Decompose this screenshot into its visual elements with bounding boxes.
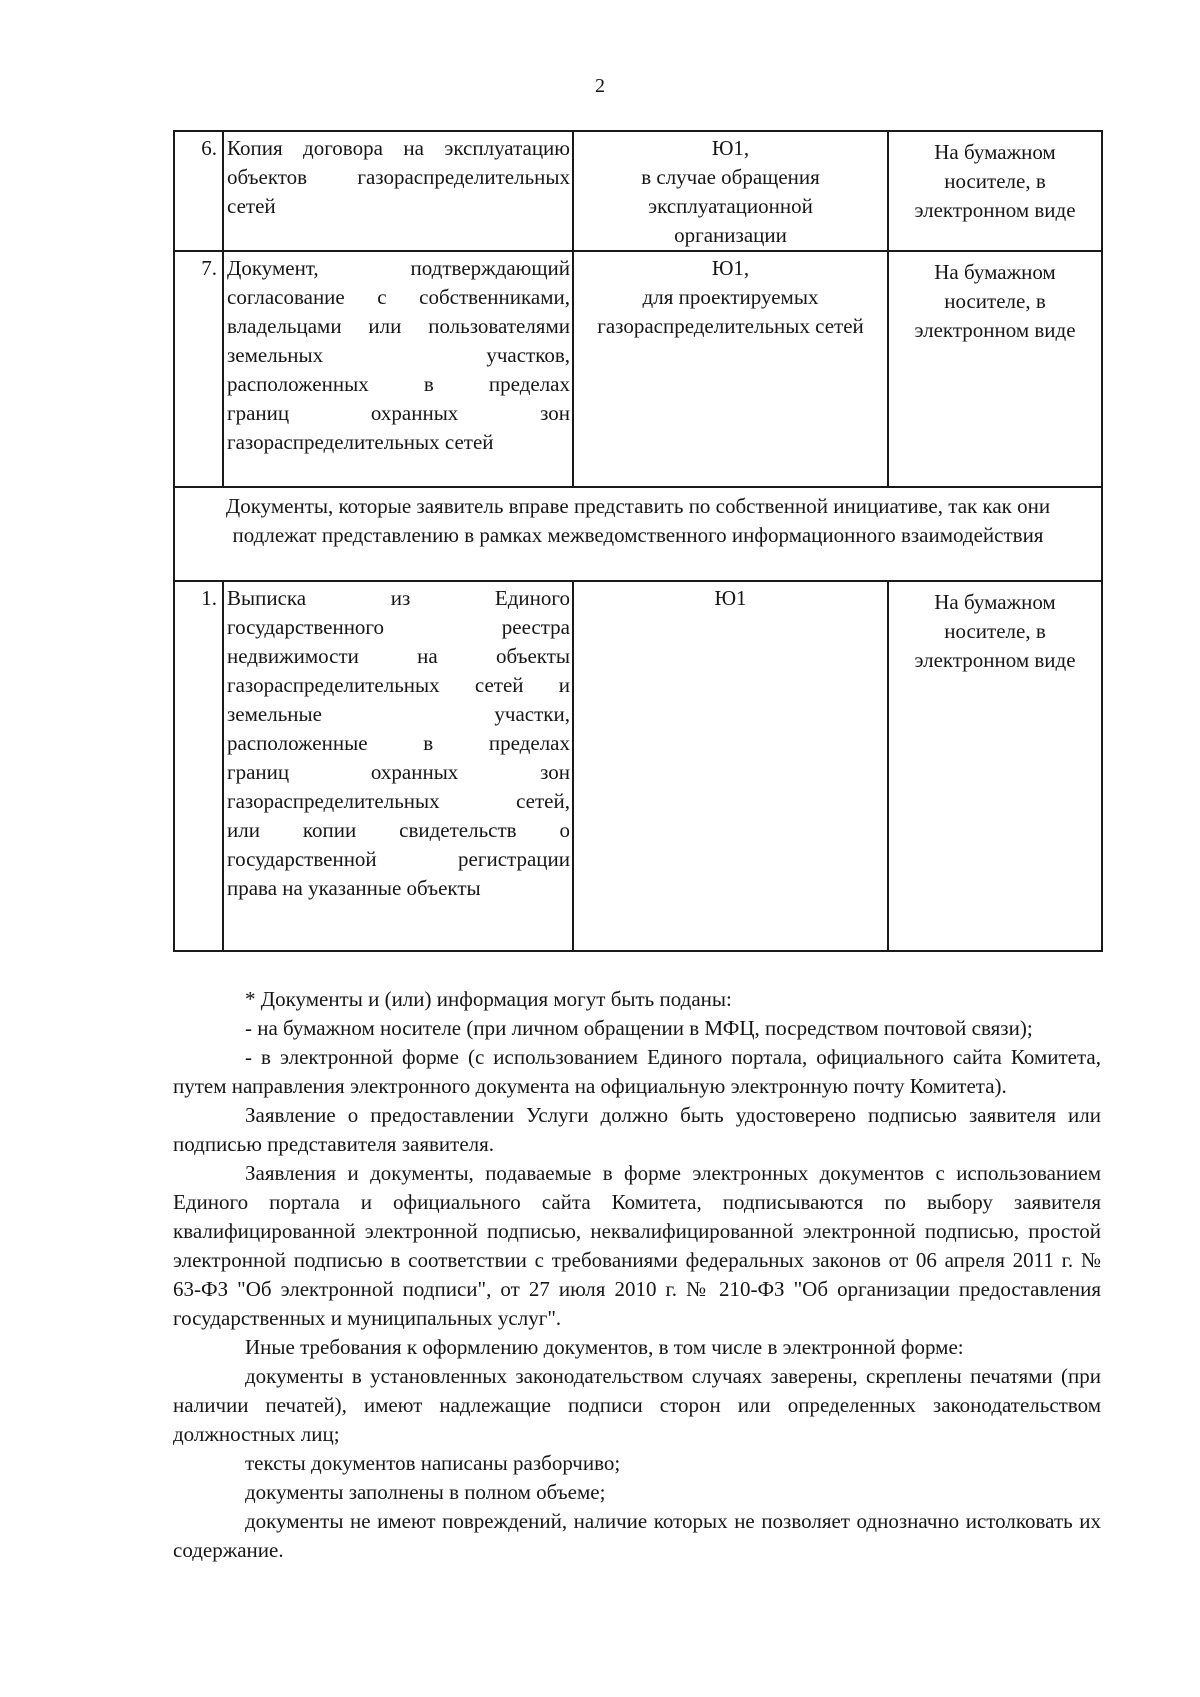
applicant-category: Ю1, в случае обращения эксплуатационной организации <box>573 131 888 251</box>
page-number: 2 <box>595 75 605 97</box>
table-row <box>174 131 1102 251</box>
paragraph: тексты документов написаны разборчиво; <box>245 1451 621 1475</box>
paragraph: документы в установленных законодательством случаях заверены, скреплены печатями (при наличии печатей), имеют надлежащие подписи сторон или определенных законодательством должностных лиц; <box>173 1364 1101 1446</box>
submission-form: На бумажном носителе, в электронном виде <box>888 131 1102 251</box>
row-number: 6. <box>174 131 223 251</box>
document-name: Копия договора на эксплуатацию объектов газораспределительных сетей <box>223 131 573 251</box>
paragraph: - в электронной форме (с использованием Единого портала, официального сайта Комитета, путем направления электронного документа на официальную электронную почту Комитета). <box>173 1045 1101 1098</box>
applicant-category: Ю1, для проектируемых газораспределительных сетей <box>573 251 888 487</box>
paragraph: * Документы и (или) информация могут быть поданы: <box>245 987 732 1011</box>
document-name: Документ, подтверждающий согласование с собственниками, владельцами или пользователями земельных участков, расположенных в пределах границ охранных зон газораспределительных сетей <box>223 251 573 487</box>
paragraph: документы заполнены в полном объеме; <box>245 1480 606 1504</box>
row-number: 1. <box>174 581 223 951</box>
table-row <box>174 251 1102 487</box>
row-number: 7. <box>174 251 223 487</box>
paragraph: - на бумажном носителе (при личном обращении в МФЦ, посредством почтовой связи); <box>245 1016 1033 1040</box>
paragraph: документы не имеют повреждений, наличие которых не позволяет однозначно истолковать их содержание. <box>173 1509 1101 1562</box>
table-row <box>174 581 1102 951</box>
document-name: Выписка из Единого государственного реестра недвижимости на объекты газораспределительных сетей и земельные участки, расположенные в пределах границ охранных зон газораспределительных сетей, или копии свидетельств о государственной регистрации права на указанные объекты <box>223 581 573 951</box>
body-text <box>173 985 1101 1565</box>
section-heading: Документы, которые заявитель вправе представить по собственной инициативе, так как они подлежат представлению в рамках межведомственного информационного взаимодействия <box>174 487 1102 581</box>
documents-table <box>173 130 1103 952</box>
submission-form: На бумажном носителе, в электронном виде <box>888 581 1102 951</box>
paragraph: Заявления и документы, подаваемые в форме электронных документов с использованием Единого портала и официального сайта Комитета, подписываются по выбору заявителя квалифицированной электронной подписью, неквалифицированной электронной подписью, простой электронной подписью в соответствии с требованиями федеральных законов от 06 апреля 2011 г. № 63-ФЗ "Об электронной подписи", от 27 июля 2010 г. № 210-ФЗ "Об организации предоставления государственных и муниципальных услуг". <box>173 1161 1101 1330</box>
table-section-row <box>174 487 1102 581</box>
applicant-category: Ю1 <box>573 581 888 951</box>
submission-form: На бумажном носителе, в электронном виде <box>888 251 1102 487</box>
paragraph: Иные требования к оформлению документов, в том числе в электронной форме: <box>245 1335 964 1359</box>
paragraph: Заявление о предоставлении Услуги должно быть удостоверено подписью заявителя или подписью представителя заявителя. <box>173 1103 1101 1156</box>
